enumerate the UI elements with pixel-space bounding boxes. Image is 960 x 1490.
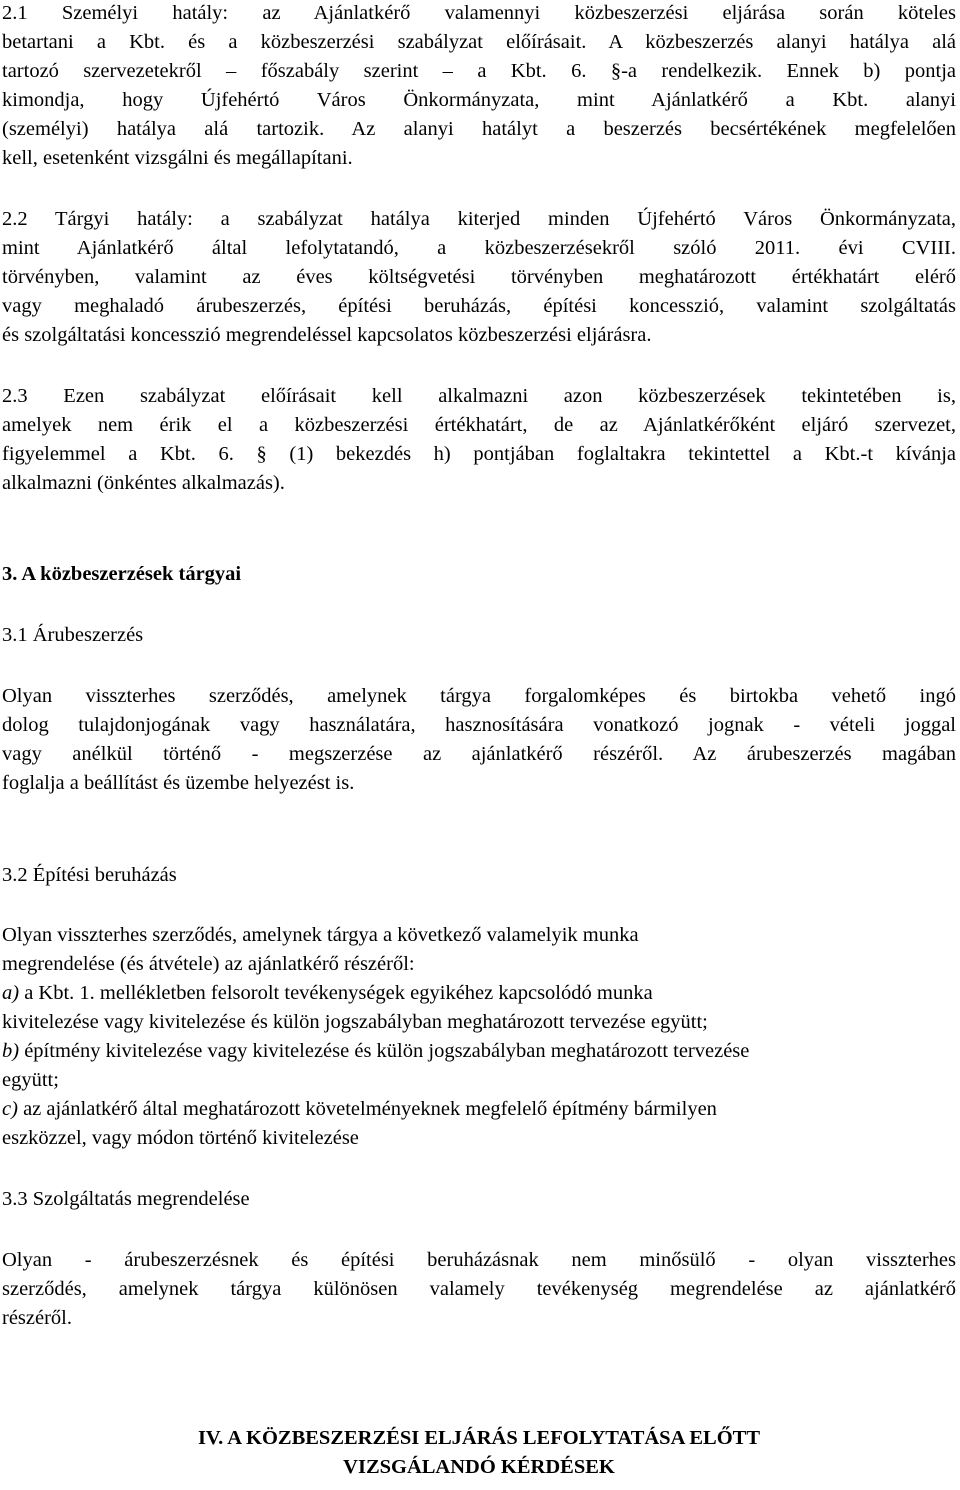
p21-line-1: 2.1 Személyi hatály: az Ajánlatkérő valamennyi közbeszerzési eljárása során köteles [2, 2, 956, 24]
s31-line-1: Olyan visszterhes szerződés, amelynek tárgya forgalomképes és birtokba vehető ingó [2, 685, 956, 707]
p21-line-3: tartozó szervezetekről – főszabály szerint – a Kbt. 6. §-a rendelkezik. Ennek b) pontja [2, 60, 956, 82]
s32-item-a-line-1 [2, 980, 956, 1006]
p22-line-4: vagy meghaladó árubeszerzés, építési beruházás, építési koncesszió, valamint szolgáltatás [2, 295, 956, 317]
p22-line-5: és szolgáltatási koncesszió megrendeléssel kapcsolatos közbeszerzési eljárásra. [2, 324, 652, 346]
s32-item-c-line-2: eszközzel, vagy módon történő kivitelezése [2, 1127, 359, 1149]
p23-line-2: amelyek nem érik el a közbeszerzési értékhatárt, de az Ajánlatkérőként eljáró szervezet, [2, 414, 956, 436]
item-c-label: c) [2, 1098, 18, 1120]
p21-line-2: betartani a Kbt. és a közbeszerzési szabályzat előírásait. A közbeszerzés alanyi hatálya alá [2, 31, 956, 53]
p21-line-6: kell, esetenként vizsgálni és megállapítani. [2, 147, 353, 169]
p23-line-4: alkalmazni (önkéntes alkalmazás). [2, 472, 285, 494]
item-a-text: a Kbt. 1. mellékletben felsorolt tevékenységek egyikéhez kapcsolódó munka [19, 982, 653, 1004]
p21-line-4: kimondja, hogy Újfehértó Város Önkormányzata, mint Ajánlatkérő a Kbt. alanyi [2, 89, 956, 111]
s33-line-2: szerződés, amelynek tárgya különösen valamely tevékenység megrendelése az ajánlatkérő [2, 1278, 956, 1300]
p22-line-2: mint Ajánlatkérő által lefolytatandó, a közbeszerzésekről szóló 2011. évi CVIII. [2, 237, 956, 259]
p23-line-1: 2.3 Ezen szabályzat előírásait kell alkalmazni azon közbeszerzések tekintetében is, [2, 385, 956, 407]
section-4-heading-line-1: IV. A KÖZBESZERZÉSI ELJÁRÁS LEFOLYTATÁSA ELŐTT [197, 1427, 761, 1449]
s33-heading: 3.3 Szolgáltatás megrendelése [2, 1188, 250, 1210]
s32-heading: 3.2 Építési beruházás [2, 864, 177, 886]
s32-item-b-line-1 [2, 1038, 956, 1064]
p21-line-5: (személyi) hatálya alá tartozik. Az alanyi hatályt a beszerzés becsértékének megfelelően [2, 118, 956, 140]
s32-item-b-line-2: együtt; [2, 1069, 59, 1091]
s31-line-4: foglalja a beállítást és üzembe helyezést is. [2, 772, 355, 794]
s32-line-1: Olyan visszterhes szerződés, amelynek tárgya a következő valamelyik munka [2, 924, 639, 946]
item-b-label: b) [2, 1040, 20, 1062]
item-c-text: az ajánlatkérő által meghatározott követelményeknek megfelelő építmény bármilyen [17, 1098, 717, 1120]
section-4-heading-line-2: VIZSGÁLANDÓ KÉRDÉSEK [343, 1456, 615, 1478]
s32-item-c-line-1 [2, 1096, 956, 1122]
s31-heading: 3.1 Árubeszerzés [2, 624, 144, 646]
item-b-text: építmény kivitelezése vagy kivitelezése és külön jogszabályban meghatározott tervezése [19, 1040, 750, 1062]
item-a-label: a) [2, 982, 20, 1004]
p23-line-3: figyelemmel a Kbt. 6. § (1) bekezdés h) pontjában foglaltakra tekintettel a Kbt.-t kívánja [2, 443, 956, 465]
s33-line-1: Olyan - árubeszerzésnek és építési beruházásnak nem minősülő - olyan visszterhes [2, 1249, 956, 1271]
s31-line-3: vagy anélkül történő - megszerzése az ajánlatkérő részéről. Az árubeszerzés magában [2, 743, 956, 765]
s32-line-2: megrendelése (és átvétele) az ajánlatkérő részéről: [2, 953, 415, 975]
s31-line-2: dolog tulajdonjogának vagy használatára, hasznosítására vonatkozó jognak - vételi joggal [2, 714, 956, 736]
section-3-heading: 3. A közbeszerzések tárgyai [2, 563, 242, 585]
p22-line-1: 2.2 Tárgyi hatály: a szabályzat hatálya kiterjed minden Újfehértó Város Önkormányzata, [2, 208, 956, 230]
s32-item-a-line-2: kivitelezése vagy kivitelezése és külön jogszabályban meghatározott tervezése együtt; [2, 1011, 708, 1033]
p22-line-3: törvényben, valamint az éves költségvetési törvényben meghatározott értékhatárt elérő [2, 266, 956, 288]
s33-line-3: részéről. [2, 1307, 72, 1329]
